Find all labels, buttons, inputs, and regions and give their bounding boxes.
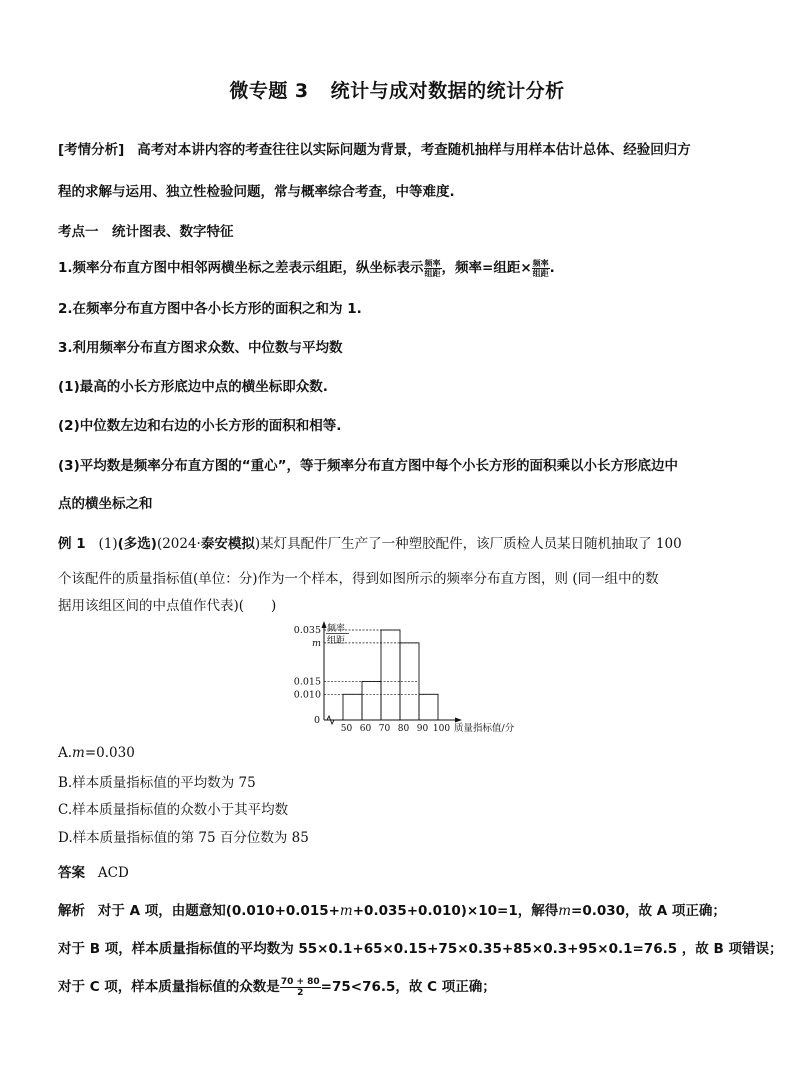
x-tick-label: 100 [432,724,451,734]
title-text: 统计与成对数据的统计分析 [330,80,565,102]
x-tick-label: 80 [397,724,410,734]
sub-item-3-line-1: (3)平均数是频率分布直方图的“重心”，等于频率分布直方图中每个小长方形的面积乘以小长方形底边中 [58,458,678,474]
frequency-histogram [286,618,515,740]
x-tick-label: 90 [416,724,429,734]
item-1: 1.频率分布直方图中相邻两横坐标之差表示组距，纵坐标表示 $\frac{\text{频率}}{\text{组距}}$ ，频率=组距× $\frac{\text{频率}}{\text{组距}}$ . [58,259,555,278]
option-c[interactable]: C.样本质量指标值的众数小于其平均数 [58,802,289,818]
solution-line-2: 对于 B 项，样本质量指标值的平均数为 55×0.1+65×0.15+75×0.35+85×0.3+95×0.1=76.5 ，故 B 项错误； [58,941,783,957]
answer-line [58,861,748,881]
histogram-bar [381,630,400,720]
x-tick-label: 50 [340,724,353,734]
y-tick-label: m [311,637,321,649]
option-b[interactable]: B.样本质量指标值的平均数为 75 [58,775,256,791]
y-axis-label-numerator: 频率 [327,624,346,634]
histogram-bar [419,694,438,720]
y-tick-label: 0.035 [293,625,321,637]
fraction-freq-over-width-2: $\frac{\text{频率}}{\text{组距}}$ [532,259,549,278]
multi-select-tag: (多选) [117,536,157,552]
sub-item-1: (1)最高的小长方形底边中点的横坐标即众数. [58,379,328,395]
page-title [0,76,794,103]
title-number: 微专题 3 [229,80,309,102]
example-line-1: 例 1 (1)(多选)(2024·泰安模拟)某灯具配件厂生产了一种塑胶配件，该厂质检人员某日随机抽取了 100 [58,536,682,552]
sub-item-2: (2)中位数左边和右边的小长方形的面积和相等. [58,418,342,434]
solution-label: 解析 [58,903,85,919]
sub-item-3-line-2: 点的横坐标之和 [58,496,153,512]
example-line-3: 据用该组区间的中点值作代表)( ) [58,598,277,614]
y-axis-arrow [322,621,327,628]
example-label: 例 1 [58,536,86,552]
option-d[interactable]: D.样本质量指标值的第 75 百分位数为 85 [58,830,309,846]
fraction-mode: $\frac{70 + 80}{2}$ [280,977,320,998]
item-2: 2.在频率分布直方图中各小长方形的面积之和为 1. [58,301,362,317]
histogram-bar [343,694,362,720]
origin-label: 0 [313,715,320,726]
option-a[interactable]: A.m=0.030 [58,745,135,761]
item-3: 3.利用频率分布直方图求众数、中位数与平均数 [58,340,343,356]
histogram-bar [362,681,381,720]
analysis-line-2: 程的求解与运用、独立性检验问题，常与概率综合考查，中等难度. [58,184,455,200]
x-tick-label: 60 [359,724,372,734]
solution-line-3: 对于 C 项，样本质量指标值的众数是 $\frac{70 + 80}{2}$ =75<76.5，故 C 项正确； [58,977,496,998]
x-tick-label: 70 [378,724,391,734]
x-axis-label: 质量指标值/分 [454,723,515,734]
x-axis-arrow [455,718,462,723]
analysis-line-1: [考情分析] 高考对本讲内容的考查往往以实际问题为背景，考查随机抽样与用样本估计总体、经验回归方 [58,142,691,158]
fraction-freq-over-width: $\frac{\text{频率}}{\text{组距}}$ [424,259,441,278]
y-axis-label-denominator: 组距 [327,636,346,646]
answer-value: ACD [97,865,129,881]
y-tick-label: 0.015 [293,676,321,688]
solution-line-1: 解析 对于 A 项，由题意知(0.010+0.015+m+0.035+0.010)×10=1，解得m=0.030，故 A 项正确； [58,903,726,919]
y-tick-label: 0.010 [293,689,321,701]
example-source: 泰安模拟 [200,536,255,552]
section-heading: 考点一 统计图表、数字特征 [58,224,234,240]
analysis-label: [考情分析] [58,142,125,158]
example-line-2: 个该配件的质量指标值(单位：分)作为一个样本，得到如图所示的频率分布直方图，则 (同一组中的数 [58,571,659,587]
answer-label: 答案 [58,865,85,881]
